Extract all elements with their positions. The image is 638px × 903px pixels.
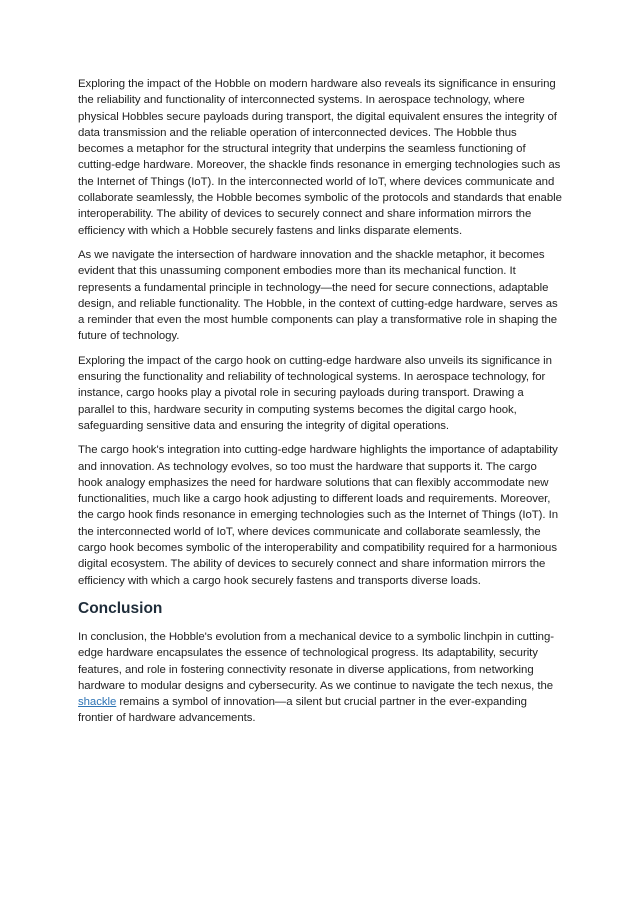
conclusion-paragraph bbox=[78, 629, 562, 727]
conclusion-text-before-link: In conclusion, the Hobble's evolution from a mechanical device to a symbolic linchpin in cutting-edge hardware encapsulates the essence of technological progress. Its adaptability, security features, and role in fostering connectivity resonate in diverse applications, from networking hardware to modular designs and cybersecurity. As we continue to navigate the tech nexus, the bbox=[78, 630, 554, 692]
body-paragraph-cargo-hook-integration: The cargo hook's integration into cutting-edge hardware highlights the importance of adaptability and innovation. As technology evolves, so too must the hardware that supports it. The cargo hook analogy emphasizes the need for hardware solutions that can flexibly accommodate new functionalities, much like a cargo hook adjusting to different loads and requirements. Moreover, the cargo hook finds resonance in emerging technologies such as the Internet of Things (IoT). In the interconnected world of IoT, where devices communicate and collaborate seamlessly, the cargo hook becomes symbolic of the interoperability and compatibility required for a harmonious digital ecosystem. The ability of devices to securely connect and share information mirrors the efficiency with which a cargo hook securely fastens and transports diverse loads. bbox=[78, 444, 559, 587]
shackle-link[interactable]: shackle bbox=[78, 696, 117, 709]
document-page bbox=[78, 76, 562, 735]
body-paragraph-hobble-impact: Exploring the impact of the Hobble on modern hardware also reveals its significance in ensuring the reliability and functionality of interconnected systems. In aerospace technology, where physical Hobbles secure payloads during transport, the digital equivalent ensures the integrity of data transmission and the reliable operation of interconnected devices. The Hobble thus becomes a metaphor for the structural integrity that underpins the seamless functioning of cutting-edge hardware. Moreover, the shackle finds resonance in emerging technologies such as the Internet of Things (IoT). In the interconnected world of IoT, where devices communicate and collaborate seamlessly, the Hobble becomes symbolic of the protocols and standards that enable interoperability. The ability of devices to securely connect and share information mirrors the efficiency with which a Hobble securely fastens and links disparate elements. bbox=[78, 78, 562, 237]
body-paragraph-shackle-metaphor: As we navigate the intersection of hardware innovation and the shackle metaphor, it becomes evident that this unassuming component embodies more than its mechanical function. It represents a fundamental principle in technology—the need for secure connections, adaptable design, and reliable functionality. The Hobble, in the context of cutting-edge hardware, serves as a reminder that even the most humble components can play a transformative role in shaping the future of technology. bbox=[78, 248, 558, 343]
conclusion-heading: Conclusion bbox=[78, 599, 163, 617]
body-paragraph-cargo-hook-impact: Exploring the impact of the cargo hook on cutting-edge hardware also unveils its significance in ensuring the functionality and reliability of technological systems. In aerospace technology, for instance, cargo hooks play a pivotal role in securing payloads during transport. Drawing a parallel to this, hardware security in computing systems becomes the digital cargo hook, safeguarding sensitive data and ensuring the integrity of digital operations. bbox=[78, 354, 552, 432]
conclusion-text-after-link: remains a symbol of innovation—a silent but crucial partner in the ever-expanding frontier of hardware advancements. bbox=[78, 696, 527, 725]
